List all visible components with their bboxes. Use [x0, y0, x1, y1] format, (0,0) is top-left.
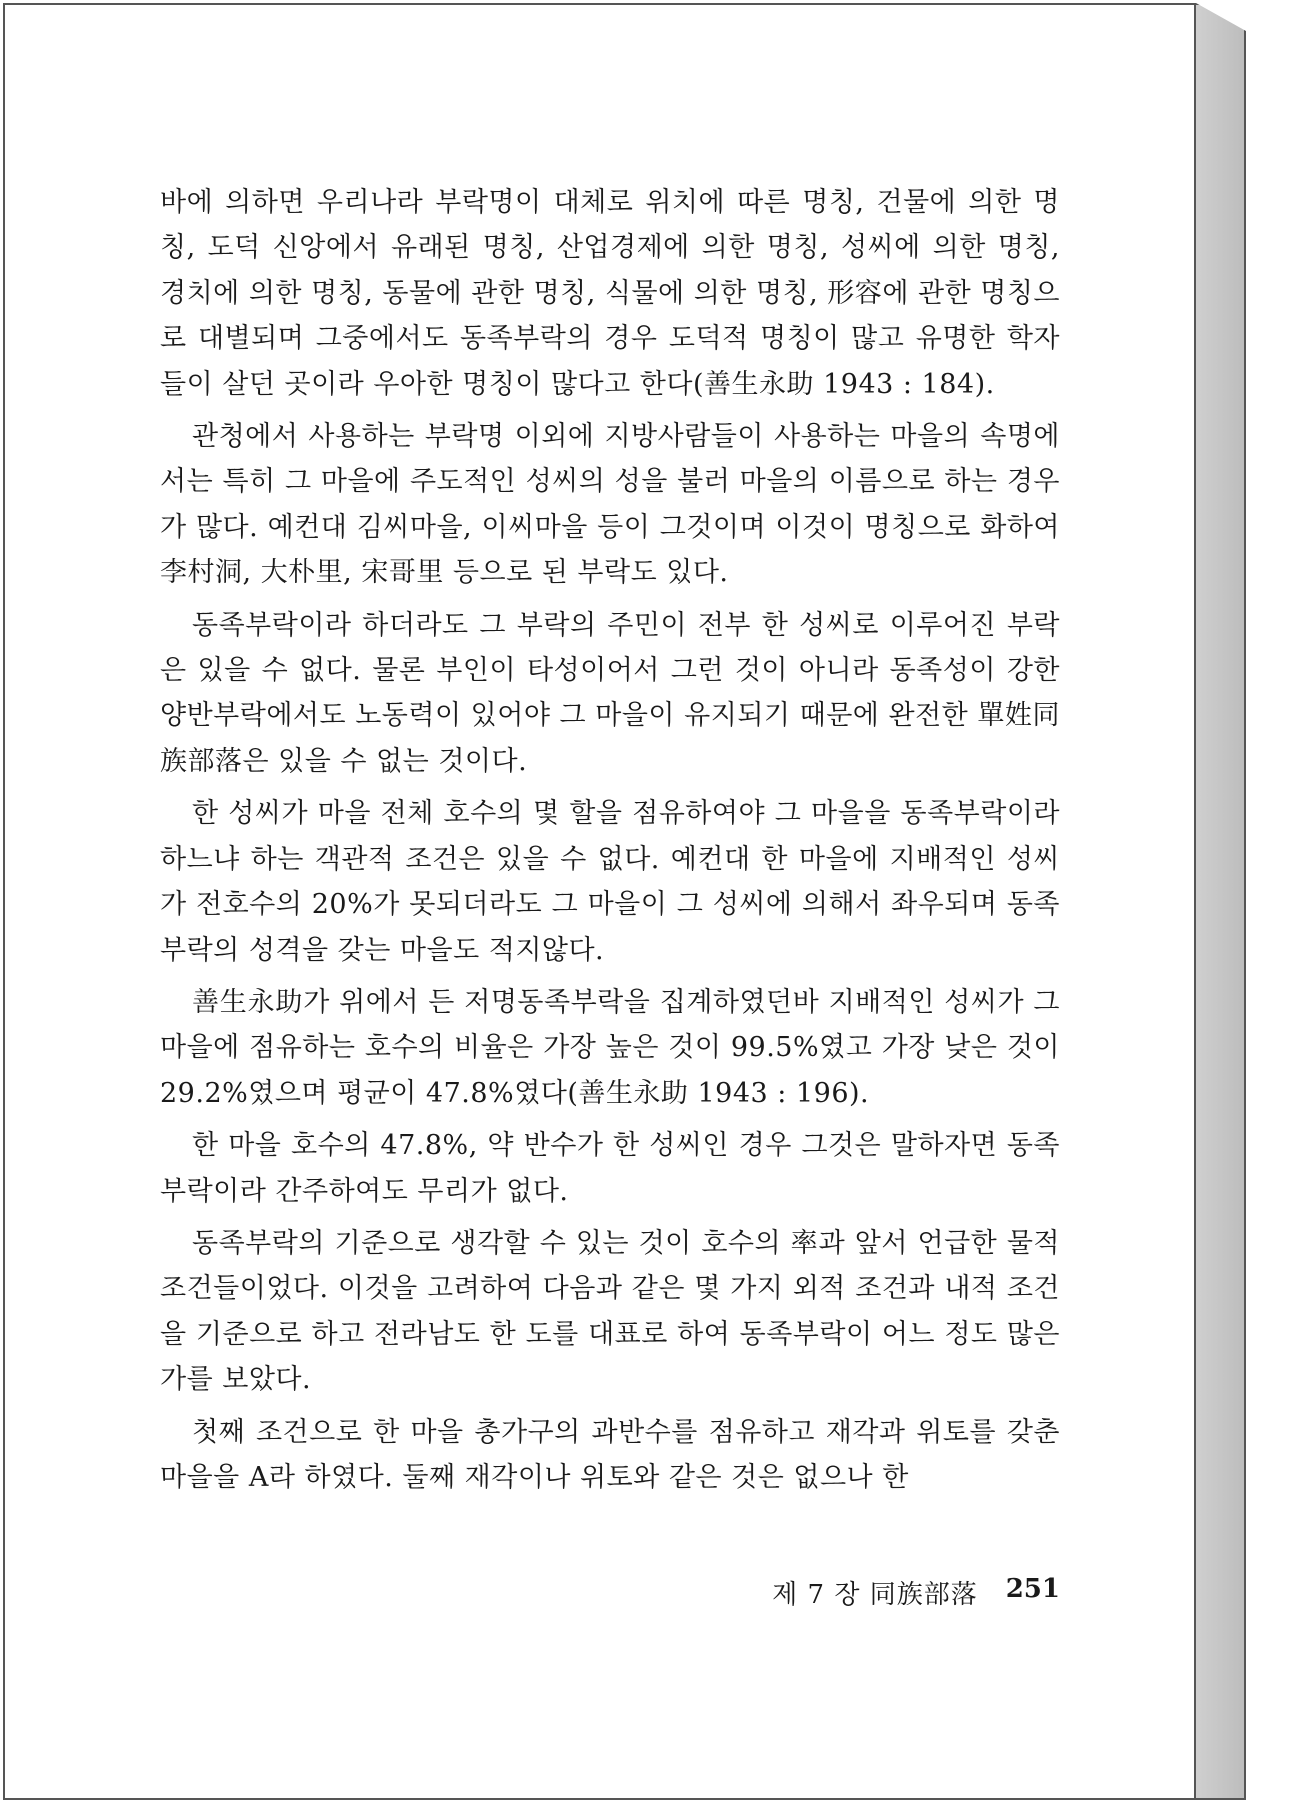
paragraph: 관청에서 사용하는 부락명 이외에 지방사람들이 사용하는 마을의 속명에서는 특히 그 마을에 주도적인 성씨의 성을 불러 마을의 이름으로 하는 경우가 많다. 예컨대 김씨마을, 이씨마을 등이 그것이며 이것이 명칭으로 화하여 李村洞, 大朴里, 宋哥里 등으로 된 부락도 있다. [160, 421, 1060, 589]
paragraph: 한 마을 호수의 47.8%, 약 반수가 한 성씨인 경우 그것은 말하자면 동족부락이라 간주하여도 무리가 없다. [160, 1130, 1060, 1207]
paragraph: 善生永助가 위에서 든 저명동족부락을 집계하였던바 지배적인 성씨가 그 마을에 점유하는 호수의 비율은 가장 높은 것이 99.5%였고 가장 낮은 것이 29.2%였으며 평균이 47.8%였다(善生永助 1943 : 196). [160, 986, 1060, 1109]
paragraph: 동족부락이라 하더라도 그 부락의 주민이 전부 한 성씨로 이루어진 부락은 있을 수 없다. 물론 부인이 타성이어서 그런 것이 아니라 동족성이 강한 양반부락에서도 노동력이 있어야 그 마을이 유지되기 때문에 완전한 單姓同族部落은 있을 수 없는 것이다. [160, 609, 1060, 777]
page-number: 251 [1005, 1574, 1060, 1604]
book-spine [1196, 3, 1246, 1800]
paragraph: 동족부락의 기준으로 생각할 수 있는 것이 호수의 率과 앞서 언급한 물적 조건들이었다. 이것을 고려하여 다음과 같은 몇 가지 외적 조건과 내적 조건을 기준으로 하고 전라남도 한 도를 대표로 하여 동족부락이 어느 정도 많은가를 보았다. [160, 1227, 1060, 1396]
running-footer-chapter: 제 7 장 同族部落 [772, 1580, 978, 1610]
paragraph: 첫째 조건으로 한 마을 총가구의 과반수를 점유하고 재각과 위토를 갖춘 마을을 A라 하였다. 둘째 재각이나 위토와 같은 것은 없으나 한 [160, 1416, 1060, 1493]
page-footer [760, 1574, 1060, 1611]
paragraph: 바에 의하면 우리나라 부락명이 대체로 위치에 따른 명칭, 건물에 의한 명칭, 도덕 신앙에서 유래된 명칭, 산업경제에 의한 명칭, 성씨에 의한 명칭, 경치에 의한 명칭, 동물에 관한 명칭, 식물에 의한 명칭, 形容에 관한 명칭으로 대별되며 그중에서도 동족부락의 경우 도덕적 명칭이 많고 유명한 학자들이 살던 곳이라 우아한 명칭이 많다고 한다(善生永助 1943 : 184). [160, 187, 1060, 400]
paragraph: 한 성씨가 마을 전체 호수의 몇 할을 점유하여야 그 마을을 동족부락이라 하느냐 하는 객관적 조건은 있을 수 없다. 예컨대 한 마을에 지배적인 성씨가 전호수의 20%가 못되더라도 그 마을이 그 성씨에 의해서 좌우되며 동족부락의 성격을 갖는 마을도 적지않다. [160, 798, 1060, 966]
page-body [160, 180, 1060, 1500]
